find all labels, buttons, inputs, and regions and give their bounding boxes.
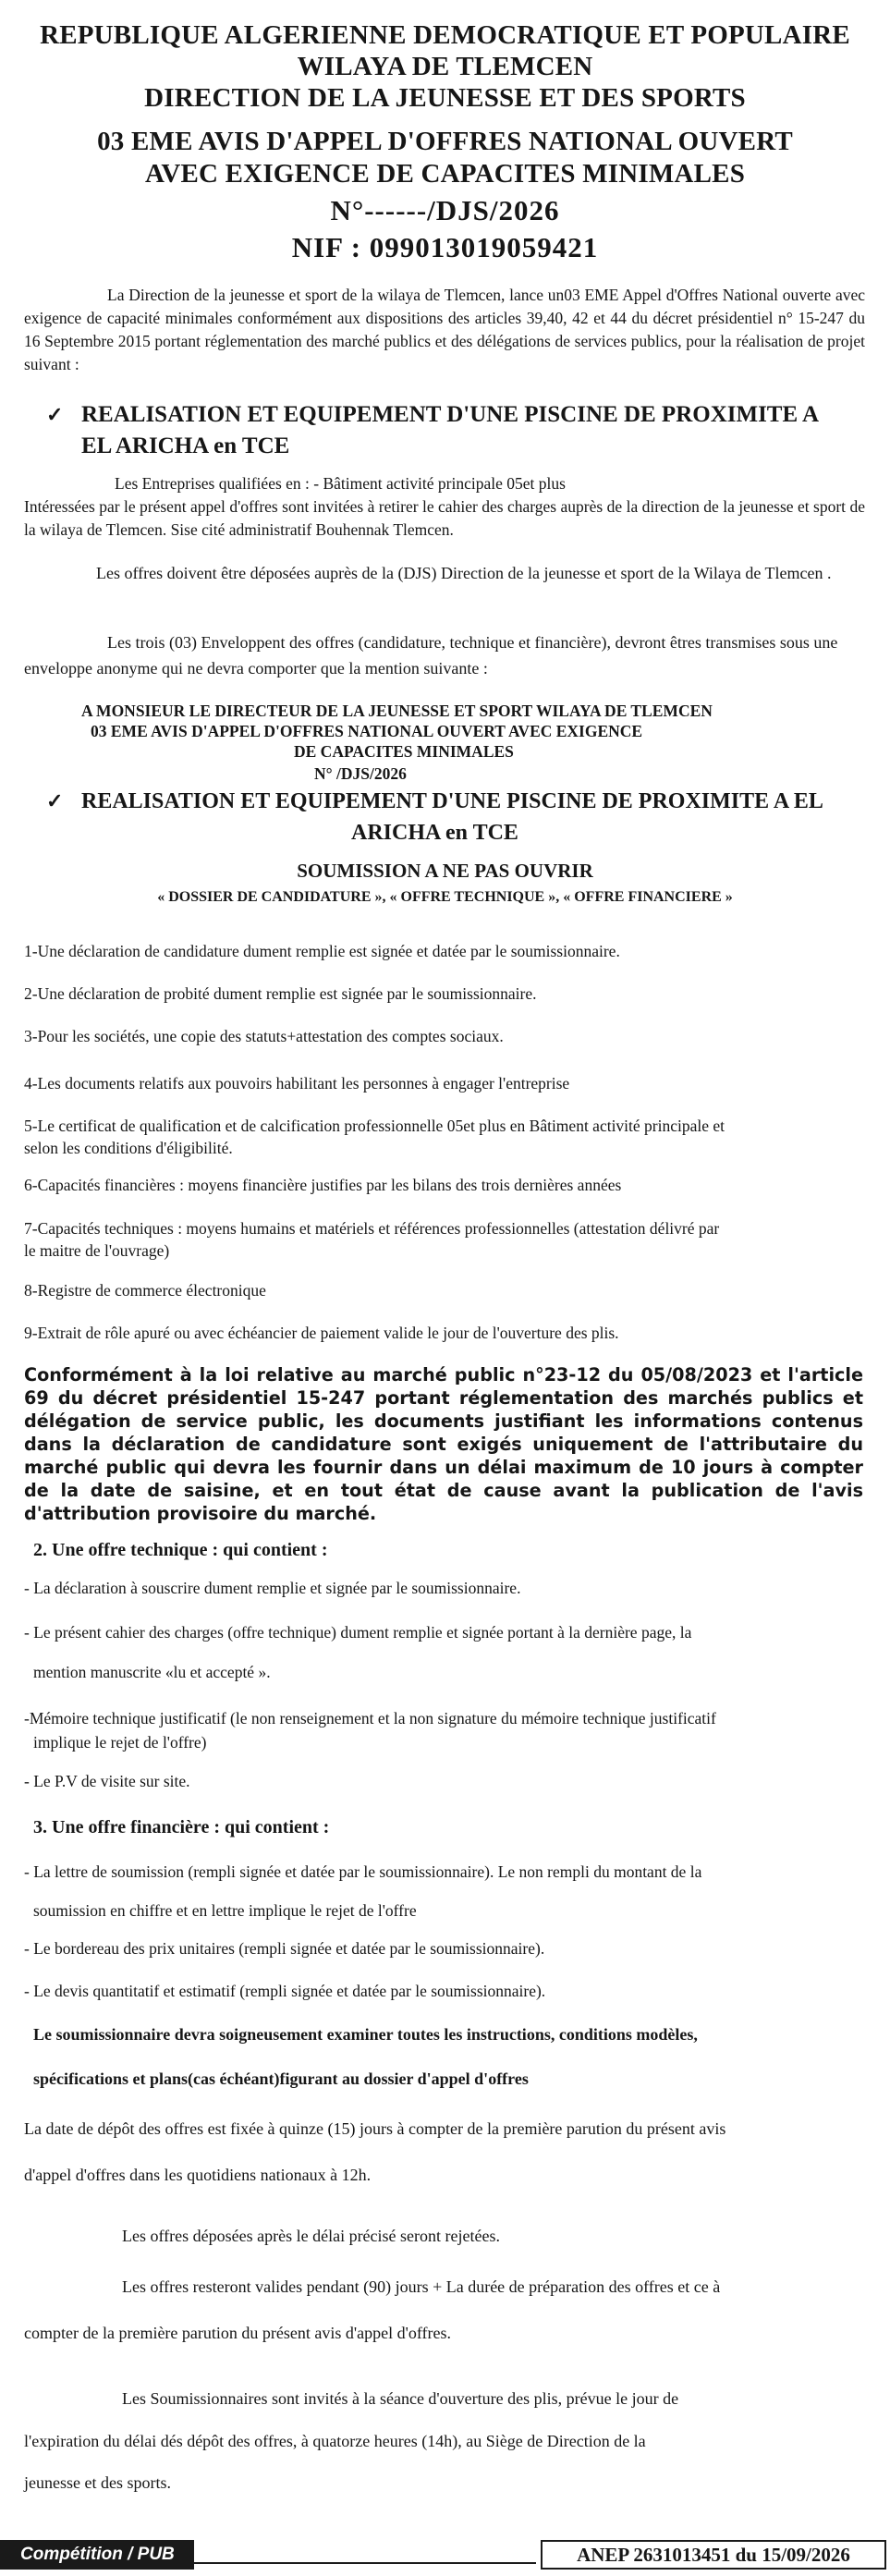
technique-item: implique le rejet de l'offre)	[33, 1733, 207, 1752]
candidature-item: le maitre de l'ouvrage)	[24, 1241, 170, 1260]
candidature-item: 4-Les documents relatifs aux pouvoirs habilitant les personnes à engager l'entreprise	[24, 1074, 570, 1093]
candidature-item: 5-Le certificat de qualification et de calcification professionnelle 05et plus en Bâtiment activité principale et	[24, 1117, 725, 1135]
financiere-item: - Le devis quantitatif et estimatif (rempli signée et datée par le soumissionnaire).	[24, 1982, 546, 2000]
candidature-item: 9-Extrait de rôle apuré ou avec échéancier de paiement valide le jour de l'ouverture des plis.	[24, 1324, 619, 1342]
financiere-item: - La lettre de soumission (rempli signée et datée par le soumissionnaire). Le non rempli du montant de la	[24, 1862, 702, 1881]
instructions-line2: spécifications et plans(cas échéant)figurant au dossier d'appel d'offres	[33, 2069, 529, 2088]
project-title-line1: REALISATION ET EQUIPEMENT D'UNE PISCINE DE PROXIMITE A	[81, 402, 820, 427]
financiere-title: 3. Une offre financière : qui contient :	[33, 1817, 330, 1837]
financiere-item: - Le bordereau des prix unitaires (rempli signée et datée par le soumissionnaire).	[24, 1939, 545, 1958]
qualified-paragraph: Les Entreprises qualifiées en : - Bâtiment activité principale 05et plus	[115, 474, 566, 493]
candidature-item: 7-Capacités techniques : moyens humains et matériels et références professionnelles (attestation délivré par	[24, 1219, 720, 1238]
address-line4: N° /DJS/2026	[314, 764, 407, 783]
financiere-item: soumission en chiffre et en lettre implique le rejet de l'offre	[33, 1901, 417, 1920]
footer-category: Compétition / PUB	[0, 2540, 194, 2570]
address-project-line2: ARICHA en TCE	[351, 821, 518, 845]
technique-item: -Mémoire technique justificatif (le non renseignement et la non signature du mémoire technique justificatif	[24, 1709, 716, 1728]
project-title-line2: EL ARICHA en TCE	[81, 433, 290, 458]
header-nif: NIF : 099013019059421	[291, 231, 599, 263]
footer-reference: ANEP 2631013451 du 15/09/2026	[541, 2540, 886, 2570]
technique-title: 2. Une offre technique : qui contient :	[33, 1540, 328, 1560]
date-depot-line2: d'appel d'offres dans les quotidiens nationaux à 12h.	[24, 2166, 372, 2184]
rejetees-paragraph: Les offres déposées après le délai précisé seront rejetées.	[122, 2227, 500, 2245]
envelopes-paragraph: Les trois (03) Enveloppent des offres (candidature, technique et financière), devront êtres transmises sous une enveloppe anonyme qui ne devra comporter que la mention suivante :	[24, 633, 838, 678]
header-republic: REPUBLIQUE ALGERIENNE DEMOCRATIQUE ET POPULAIRE	[40, 20, 850, 50]
header-direction: DIRECTION DE LA JEUNESSE ET DES SPORTS	[144, 83, 746, 113]
footer-divider	[194, 2562, 536, 2564]
conformement-paragraph: Conformément à la loi relative au marché public n°23-12 du 05/08/2023 et l'article 69 du décret présidentiel 15-247 portant réglementation des marchés publics et délégation de service public, les documents justifiant les informations contenus dans la déclaration de candidature sont exigés uniquement de l'attributaire du marché public qui devra les fournir dans un délai maximum de 10 jours à compter de la date de saisine, et en tout état de cause avant la publication de l'avis d'attribution provisoire du marché.	[24, 1364, 863, 1524]
address-project-line1: REALISATION ET EQUIPEMENT D'UNE PISCINE DE PROXIMITE A EL	[81, 789, 823, 813]
intro-paragraph: La Direction de la jeunesse et sport de la wilaya de Tlemcen, lance un03 EME Appel d'Offres National ouverte avec exigence de capacité minimales conformément aux dispositions des articles 39,40, 42 et 44 du décret présidentiel n° 15-247 du 16 Septembre 2015 portant réglementation des marché publics et des délégations de services publics, pour la réalisation de projet suivant :	[24, 286, 865, 373]
candidature-item: selon les conditions d'éligibilité.	[24, 1139, 233, 1157]
seance-line2: l'expiration du délai dés dépôt des offres, à quatorze heures (14h), au Siège de Direction de la	[24, 2432, 646, 2450]
candidature-item: 8-Registre de commerce électronique	[24, 1281, 266, 1300]
header-number: N°------/DJS/2026	[330, 194, 560, 226]
candidature-item: 2-Une déclaration de probité dument remplie est signée par le soumissionnaire.	[24, 984, 537, 1003]
header-wilaya: WILAYA DE TLEMCEN	[297, 52, 593, 81]
date-depot-line1: La date de dépôt des offres est fixée à quinze (15) jours à compter de la première parution du présent avis	[24, 2119, 726, 2138]
candidature-item: 6-Capacités financières : moyens financière justifies par les bilans des trois dernières années	[24, 1176, 622, 1194]
soumission-title: SOUMISSION A NE PAS OUVRIR	[297, 860, 593, 882]
address-line1: A MONSIEUR LE DIRECTEUR DE LA JEUNESSE ET SPORT WILAYA DE TLEMCEN	[81, 702, 713, 720]
candidature-item: 3-Pour les sociétés, une copie des statuts+attestation des comptes sociaux.	[24, 1027, 504, 1045]
seance-line1: Les Soumissionnaires sont invités à la séance d'ouverture des plis, prévue le jour de	[122, 2389, 679, 2408]
deposit-paragraph: Les offres doivent être déposées auprès de la (DJS) Direction de la jeunesse et sport de la Wilaya de Tlemcen .	[96, 564, 832, 582]
project-title	[46, 399, 869, 462]
invited-paragraph: Intéressées par le présent appel d'offres sont invitées à retirer le cahier des charges auprès de la direction de la jeunesse et sport de la wilaya de Tlemcen. Sise cité administratif Bouhennak Tlemcen.	[24, 497, 865, 539]
technique-item: - Le présent cahier des charges (offre technique) dument remplie et signée portant à la dernière page, la	[24, 1623, 692, 1642]
header-exigence: AVEC EXIGENCE DE CAPACITES MINIMALES	[144, 159, 746, 189]
header-avis: 03 EME AVIS D'APPEL D'OFFRES NATIONAL OUVERT	[97, 127, 793, 156]
check-icon: ✓	[46, 789, 64, 812]
soumission-subtitle: « DOSSIER DE CANDIDATURE », « OFFRE TECHNIQUE », « OFFRE FINANCIERE »	[157, 889, 733, 905]
address-project-title	[46, 786, 869, 848]
technique-item: - Le P.V de visite sur site.	[24, 1772, 190, 1790]
validite-line1: Les offres resteront valides pendant (90) jours + La durée de préparation des offres et ce à	[122, 2277, 721, 2296]
technique-item: mention manuscrite «lu et accepté ».	[33, 1663, 271, 1681]
instructions-line1: Le soumissionnaire devra soigneusement examiner toutes les instructions, conditions modèles,	[33, 2025, 698, 2044]
seance-line3: jeunesse et des sports.	[24, 2473, 171, 2492]
address-line3: DE CAPACITES MINIMALES	[294, 742, 514, 761]
address-line2: 03 EME AVIS D'APPEL D'OFFRES NATIONAL OUVERT AVEC EXIGENCE	[91, 722, 643, 740]
validite-line2: compter de la première parution du présent avis d'appel d'offres.	[24, 2324, 451, 2342]
candidature-item: 1-Une déclaration de candidature dument remplie est signée et datée par le soumissionnaire.	[24, 942, 620, 960]
check-icon: ✓	[46, 403, 64, 426]
technique-item: - La déclaration à souscrire dument remplie et signée par le soumissionnaire.	[24, 1579, 521, 1597]
